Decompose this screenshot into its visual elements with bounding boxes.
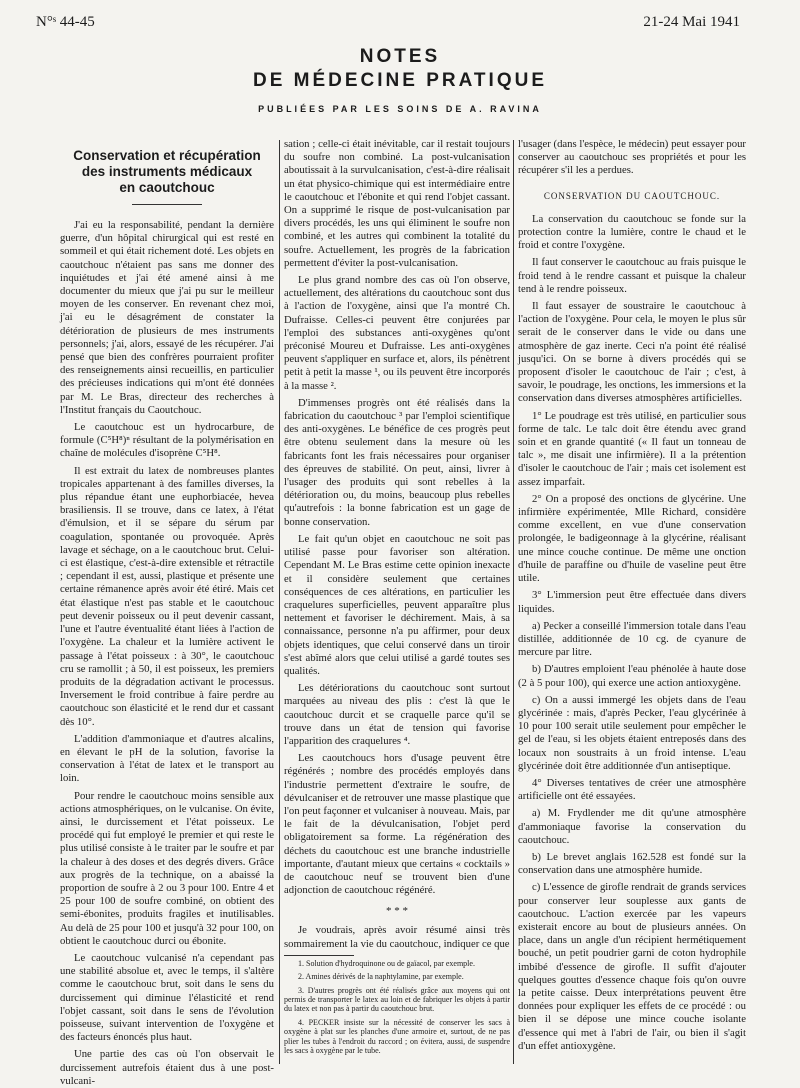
paragraph: 4° Diverses tentatives de créer une atmosphère artificielle ont été essayées. xyxy=(518,776,746,803)
paragraph: l'usager (dans l'espèce, le médecin) peut essayer pour conserver au caoutchouc ses propriétés et pour les récupérer s'il les a perdues. xyxy=(518,138,746,177)
column-divider xyxy=(279,140,280,1064)
footnote: 4. PECKER insiste sur la nécessité de conserver les sacs à oxygène à plat sur les planches d'une armoire et, surtout, de ne pas plier les tubes à l'endroit du raccord ; on évitera, aussi, de suspendre les sacs à oxygène par le tube. xyxy=(284,1017,510,1056)
paragraph: 3° L'immersion peut être effectuée dans divers liquides. xyxy=(518,589,746,615)
section-separator-stars: * * * xyxy=(386,905,408,918)
footnote: 1. Solution d'hydroquinone ou de gaïacol, par exemple. xyxy=(298,958,475,968)
column-divider xyxy=(513,140,514,1064)
paragraph: Les détériorations du caoutchouc sont surtout marquées au niveau des plis : c'est là que le caoutchouc durcit et se craquelle parce qu'il se trouve dans un état de tension qui favorise l'apparition des craquelures ⁴. xyxy=(284,682,510,747)
title-rule xyxy=(132,204,202,205)
paragraph: c) L'essence de girofle rendrait de grands services pour conserver leur souplesse aux gants de caoutchouc. L'action exercée par les vapeurs existerait encore au bout de plusieurs années. On place, dans un angle d'un récipient hermétiquement bouché, un petit poudrier garni de coton hydrophile imbibé d'essence de girofle. Il suffit d'ajouter quelques gouttes d'essence chaque fois qu'on ouvre la petite caisse. Deux interprétations peuvent être données pour expliquer les effets de ce procédé : ou bien il se dépose une mince couche isolante d'essence qui met à l'abri de l'air, ou bien il s'agit d'un effet antioxygène. xyxy=(518,881,746,1052)
article-column-3 xyxy=(518,138,746,1068)
paragraph: a) M. Frydlender me dit qu'une atmosphère d'ammoniaque favorise la conservation du caoutchouc. xyxy=(518,807,746,846)
paragraph: Il faut essayer de soustraire le caoutchouc à l'action de l'oxygène. Pour cela, le moyen le plus sûr serait de le conserver dans le vide ou dans une atmosphère de gaz inerte. Ceci n'a point été réalisé jusqu'ici. On se borne à divers procédés qui se proposent d'isoler le caoutchouc de l'air ; c'est, à savoir, le poudrage, les onctions, les immersions et la conservation dans diverses atmosphères artificielles. xyxy=(518,300,746,405)
issue-number: N°ˢ 44-45 xyxy=(36,14,95,30)
paragraph: b) D'autres emploient l'eau phénolée à haute dose (2 à 5 pour 100), qui exerce une action antioxygène. xyxy=(518,663,746,689)
paragraph: Le fait qu'un objet en caoutchouc ne soit pas utilisé passe pour favoriser son altération. Cependant M. Le Bras estime cette opinion inexacte et il considère seulement que certaines conséquences de ces altérations, en particulier les craquelures superficielles, peuvent apparaître plus nettement et favoriser le déchirement. Mais, à sa connaissance, personne n'a pu affirmer, pour deux objets identiques, que celui conservé dans un tiroir s'est abîmé alors que celui utilisé a gardé toutes ses qualités. xyxy=(284,532,510,677)
article-title-line: des instruments médicaux xyxy=(81,164,253,179)
paragraph: J'ai eu la responsabilité, pendant la dernière guerre, d'un hôpital chirurgical qui est resté en sommeil et qui était richement doté. Les objets en caoutchouc n'étaient pas sans me donner des inquiétudes et j'ai été amené ainsi à me documenter du mieux que j'ai pu sur le meilleur moyen de les conserver. En revenant chez moi, j'ai eu le désagrément de constater la détérioration de plusieurs de mes instruments personnels; j'ai, alors, essayé de les récupérer. J'ai pensé que bien des confrères pourraient profiter des renseignements ainsi recueillis, en particulier des précieuses indications qui m'ont été données par M. Le Bras, directeur des recherches à l'Institut français du Caoutchouc. xyxy=(60,219,274,416)
footnote-rule xyxy=(284,955,354,956)
paragraph: c) On a aussi immergé les objets dans de l'eau glycérinée : mais, d'après Pecker, l'eau glycérinée à 10 pour 100 serait utile seulement pour empêcher le gel de l'eau, si les objets étaient entreposés dans des locaux non soustraits à un froid intense. L'eau glycérinée doit être additionnée d'un antiseptique. xyxy=(518,693,746,772)
paragraph: Une partie des cas où l'on observait le durcissement autrefois étaient dus à une post-vulcani- xyxy=(60,1048,274,1087)
masthead-title-line1: NOTES xyxy=(359,46,441,67)
paragraph: Les caoutchoucs hors d'usage peuvent être régénérés ; nombre des procédés employés dans l'industrie permettent d'extraire le soufre, de dévulcaniser et de retrouver une masse plastique que l'on peut façonner et vulcaniser à nouveau. Mais, par le fait de la dévulcanisation, l'objet perd obligatoirement sa forme. La régénération des déchets du caoutchouc est une branche industrielle importante, d'autant mieux que certains « cocktails » de caoutchouc neuf se trouvent bien d'une adjonction de caoutchouc régénéré. xyxy=(284,752,510,897)
paragraph: Le caoutchouc vulcanisé n'a cependant pas une stabilité absolue et, avec le temps, il s'altère comme le caoutchouc brut, soit dans le sens du durcissement qui diminue l'élasticité et rend l'objet cassant, soit dans le sens de l'évolution poisseuse, suivant intervention de l'oxygène et des facteurs énoncés plus haut. xyxy=(60,951,274,1044)
masthead xyxy=(0,46,800,114)
masthead-title-line2: DE MÉDECINE PRATIQUE xyxy=(252,70,547,91)
paragraph: a) Pecker a conseillé l'immersion totale dans l'eau distillée, additionnée de 10 cg. de cyanure de mercure par litre. xyxy=(518,619,746,659)
paragraph: Le plus grand nombre des cas où l'on observe, actuellement, des altérations du caoutchouc sont dus à l'action de l'oxygène, ainsi que l'a montré Ch. Dufraisse. Celles-ci peuvent être conjurées par l'emploi des substances anti-oxygènes qu'ont préconisé Moureu et Dufraisse. Les anti-oxygènes peuvent s'appliquer en surface et, alors, ils pénètrent petit à petit la masse ¹, ou ils peuvent être incorporés à la masse ². xyxy=(284,274,510,392)
paragraph: Le caoutchouc est un hydrocarbure, de formule (C⁵H⁸)ⁿ résultant de la polymérisation en chaîne de molécules d'isoprène C⁵H⁸. xyxy=(60,421,274,460)
paragraph: L'addition d'ammoniaque et d'autres alcalins, en élevant le pH de la solution, favorise la conservation à l'état de latex et le transport au loin. xyxy=(60,732,274,785)
paragraph: 2° On a proposé des onctions de glycérine. Une infirmière expérimentée, Mlle Richard, considère comme excellent, en vue d'une conservation prolongée, le badigeonnage à la glycérine, réalisant une mince couche continue. De même une onction d'huile de paraffine ou d'huile de vaseline peut être utile. xyxy=(518,492,746,585)
article-title-line: en caoutchouc xyxy=(119,180,215,195)
section-heading: CONSERVATION DU CAOUTCHOUC. xyxy=(543,190,721,201)
issue-date: 21-24 Mai 1941 xyxy=(643,14,740,30)
paragraph: Pour rendre le caoutchouc moins sensible aux actions atmosphériques, on le vulcanise. On évite, ainsi, le durcissement et l'état poisseux. Le procédé qui fut employé le premier et qui reste le plus utilisé consiste à le traiter par le soufre et par la chaleur à des doses et des degrés divers. Grâce aux progrès de la technique, on a abaissé la proportion de soufre à 2 ou 3 pour 100. Entre 4 et 25 pour 100 de soufre combiné, on obtient des semi-ébonites, produits fragiles et inutilisables. Au delà de 25 pour 100 et jusqu'à 32 pour 100, on obtient le caoutchouc durci ou ébonite. xyxy=(60,789,274,947)
article-column-1 xyxy=(60,148,274,1087)
paragraph: La conservation du caoutchouc se fonde sur la protection contre la lumière, contre le chaud et le froid et contre l'oxygène. xyxy=(518,212,746,252)
article-title xyxy=(60,148,274,196)
article-title-line: Conservation et récupération xyxy=(73,148,261,163)
masthead-subtitle: PUBLIÉES PAR LES SOINS DE A. RAVINA xyxy=(258,104,542,114)
paragraph: 1° Le poudrage est très utilisé, en particulier sous forme de talc. Le talc doit être étendu avec grand soin et en grande quantité (« Il faut un tonneau de talc », me disait une infirmière). Il a la prétention d'isoler le caoutchouc de l'air ; mais cet isolement est assez imparfait. xyxy=(518,409,746,488)
footnote: 3. D'autres progrès ont été réalisés grâce aux moyens qui ont permis de transporter le latex au loin et de fabriquer les objets à partir du latex et non pas à partir du caoutchouc brut. xyxy=(284,985,510,1014)
footnote: 2. Amines dérivés de la naphtylamine, par exemple. xyxy=(298,972,464,982)
paragraph: b) Le brevet anglais 162.528 est fondé sur la conservation dans une atmosphère humide. xyxy=(518,850,746,877)
paragraph: sation ; celle-ci était inévitable, car il restait toujours du soufre non combiné. La post-vulcanisation aboutissait à la survulcanisation, c'est-à-dire réalisait un état physico-chimique qui est intermédiaire entre le caoutchouc et l'ébonite et qui rend l'objet cassant. On a supprimé le risque de post-vulcanisation par divers procédés, les uns qui éliminent le soufre non combiné, et les autres qui combinent la totalité du soufre. Actuellement, les progrès de la fabrication permettent d'éviter la post-vulcanisation. xyxy=(284,138,510,269)
paragraph: D'immenses progrès ont été réalisés dans la fabrication du caoutchouc ³ par l'emploi scientifique des anti-oxygènes. Le bénéfice de ces progrès peut être obtenu seulement dans la mesure où les fabricants font les frais nécessaires pour organiser des épreuves de stabilité. On peut, ainsi, livrer à l'usager des produits qui sont rebelles à la détérioration ou, du moins, beaucoup plus rebelles qu'autrefois : la bonne fabrication est un gage de bonne conservation. xyxy=(284,396,510,528)
paragraph: Il est extrait du latex de nombreuses plantes tropicales appartenant à des familles diverses, la plus répandue étant une euphorbiacée, hevea brasiliensis. Il se trouve, dans ce latex, à l'état d'émulsion, et il se sépare du sérum par coagulation, spontanée ou provoquée. Après lavage et séchage, on a le caoutchouc brut. Celui-ci est élastique, c'est-à-dire extensible et rétractile ; cependant il est, aussi, plastique et présente une certaine rémanence après avoir été étiré. Mais cet état élastique n'est pas stable et le caoutchouc peut devenir poisseux ou il peut devenir cassant, l'une et l'autre éventualité étant liées à l'action de l'oxygène. La chaleur et la lumière activent le passage à l'état poisseux : à 30°, le caoutchouc cru se ramollit ; à 50, il est poisseux, les premiers produits de la dégradation activant le processus. Inversement le froid contribue à faire perdre au caoutchouc son élasticité et le rend dur et cassant dès 10°. xyxy=(60,464,274,728)
paragraph: Il faut conserver le caoutchouc au frais puisque le froid tend à le rendre cassant et puisque la chaleur tend à le rendre poisseux. xyxy=(518,256,746,295)
paragraph: Je voudrais, après avoir résumé ainsi très sommairement la vie du caoutchouc, indiquer ce que xyxy=(284,924,510,950)
article-column-2 xyxy=(284,138,510,1068)
